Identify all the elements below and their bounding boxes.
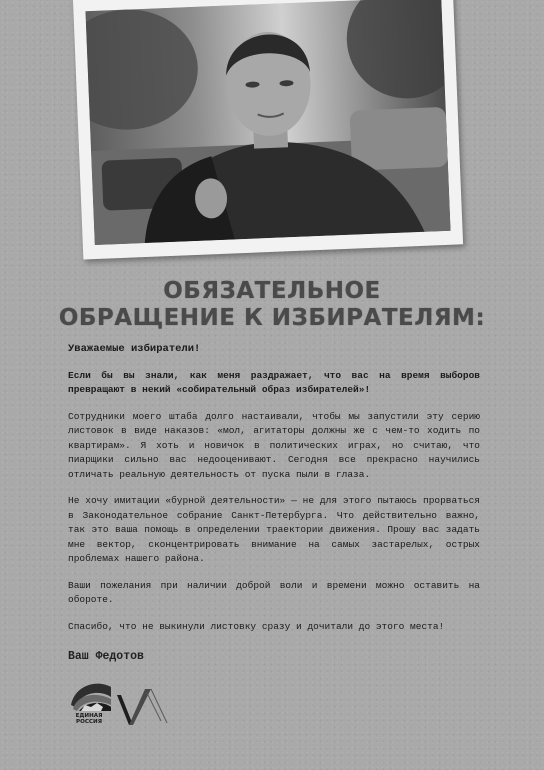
- letter-paragraph-3: Не хочу имитации «бурной деятельности» — не для этого пытаюсь прорваться в Законодательное собрание Санкт-Петербурга. Что действительно важно, так это ваша помощь в определении траектории движения. Прошу вас задать мне вектор, сконцентрировать внимание на самых застарелых, острых проблемах нашего района.: [68, 495, 480, 564]
- letter-body: [68, 342, 480, 646]
- candidate-photo: [85, 0, 450, 245]
- headline-line-2: ОБРАЩЕНИЕ К ИЗБИРАТЕЛЯМ:: [58, 305, 486, 331]
- headline: [0, 278, 544, 332]
- letter-paragraph-5: Спасибо, что не выкинули листовку сразу и дочитали до этого места!: [68, 620, 445, 632]
- party-name-line-1: ЕДИНАЯ: [75, 713, 103, 719]
- letter-greeting: Уважаемые избиратели!: [68, 343, 201, 355]
- letter-paragraph-2: Сотрудники моего штаба долго настаивали, чтобы мы запустили эту серию листовок в виде наказов: «мол, агитаторы должны же с чем-то ходить по квартирам». Я хоть и новичок в политических играх, но считаю, что пиарщики сильно вас недооценивают. Сегодня все прекрасно научились отличать реальную деятельность от пуска пыли в глаза.: [68, 410, 480, 480]
- photo-frame: [73, 0, 463, 260]
- party-name-line-2: РОССИЯ: [75, 719, 103, 726]
- popular-front-logo: [117, 689, 167, 725]
- united-russia-logo: [71, 684, 111, 711]
- signature: Ваш Федотов: [68, 650, 144, 663]
- candidate-photo-illustration: [85, 0, 450, 245]
- logos: [67, 675, 197, 735]
- letter-paragraph-4: Ваши пожелания при наличии доброй воли и времени можно оставить на обороте.: [68, 579, 480, 605]
- letter-paragraph-1: Если бы вы знали, как меня раздражает, что вас на время выборов превращают в некий «собирательный образ избирателей»!: [68, 369, 480, 395]
- headline-line-1: ОБЯЗАТЕЛЬНОЕ: [163, 278, 381, 304]
- united-russia-wordmark: [67, 713, 111, 725]
- party-logos: [67, 675, 197, 735]
